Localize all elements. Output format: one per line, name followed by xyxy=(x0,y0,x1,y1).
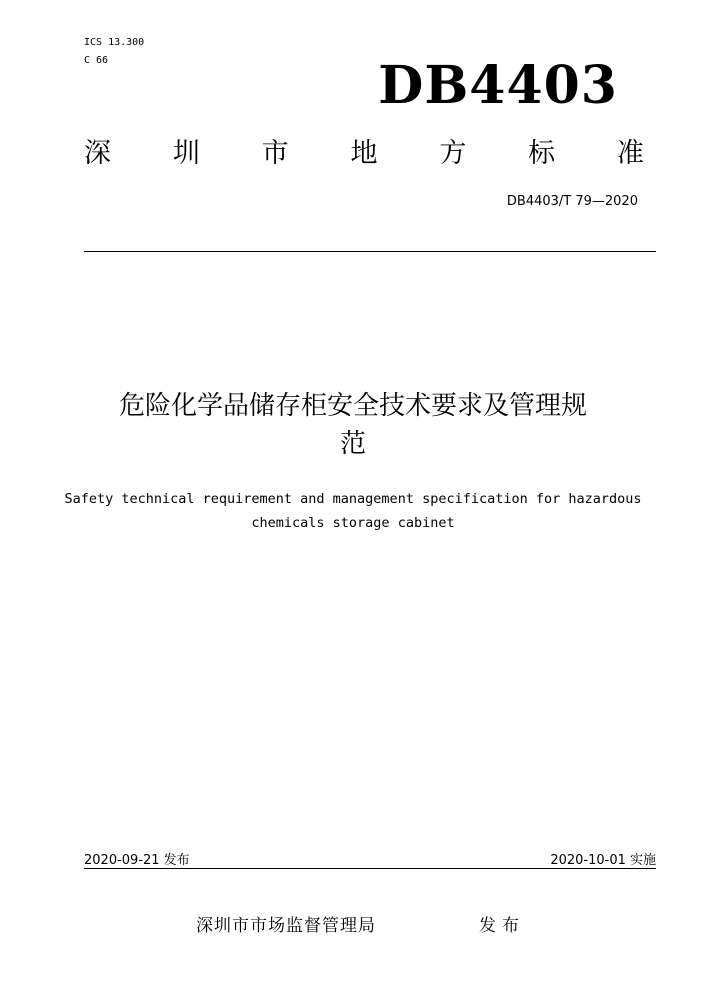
issue-date: 2020-09-21 发布 xyxy=(84,853,190,868)
standard-number: DB4403/T 79—2020 xyxy=(506,194,638,209)
standard-type-char: 地 xyxy=(350,138,378,169)
standard-type-char: 深 xyxy=(84,138,111,169)
publish-verb: 发布 xyxy=(479,916,525,936)
footer-divider xyxy=(84,868,656,869)
standard-type xyxy=(84,140,644,167)
standard-code: DB4403 xyxy=(378,55,618,116)
header-divider xyxy=(84,251,656,252)
title-english-line: chemicals storage cabinet xyxy=(251,515,455,531)
standard-type-char: 方 xyxy=(439,138,467,169)
title-chinese xyxy=(60,387,646,463)
title-chinese-line: 危险化学品储存柜安全技术要求及管理规 xyxy=(118,391,587,421)
standard-type-char: 圳 xyxy=(172,138,200,169)
title-chinese-line: 范 xyxy=(339,429,366,459)
ccs-code: C 66 xyxy=(84,55,109,66)
standard-type-char: 市 xyxy=(261,138,289,169)
standard-type-char: 准 xyxy=(616,138,644,169)
standard-type-char: 标 xyxy=(528,138,556,169)
ics-code: ICS 13.300 xyxy=(84,37,145,48)
implementation-date: 2020-10-01 实施 xyxy=(550,853,656,868)
title-english xyxy=(50,487,656,535)
publisher: 深圳市市场监督管理局 xyxy=(196,916,376,936)
title-english-line: Safety technical requirement and management specification for hazardous xyxy=(64,491,642,507)
